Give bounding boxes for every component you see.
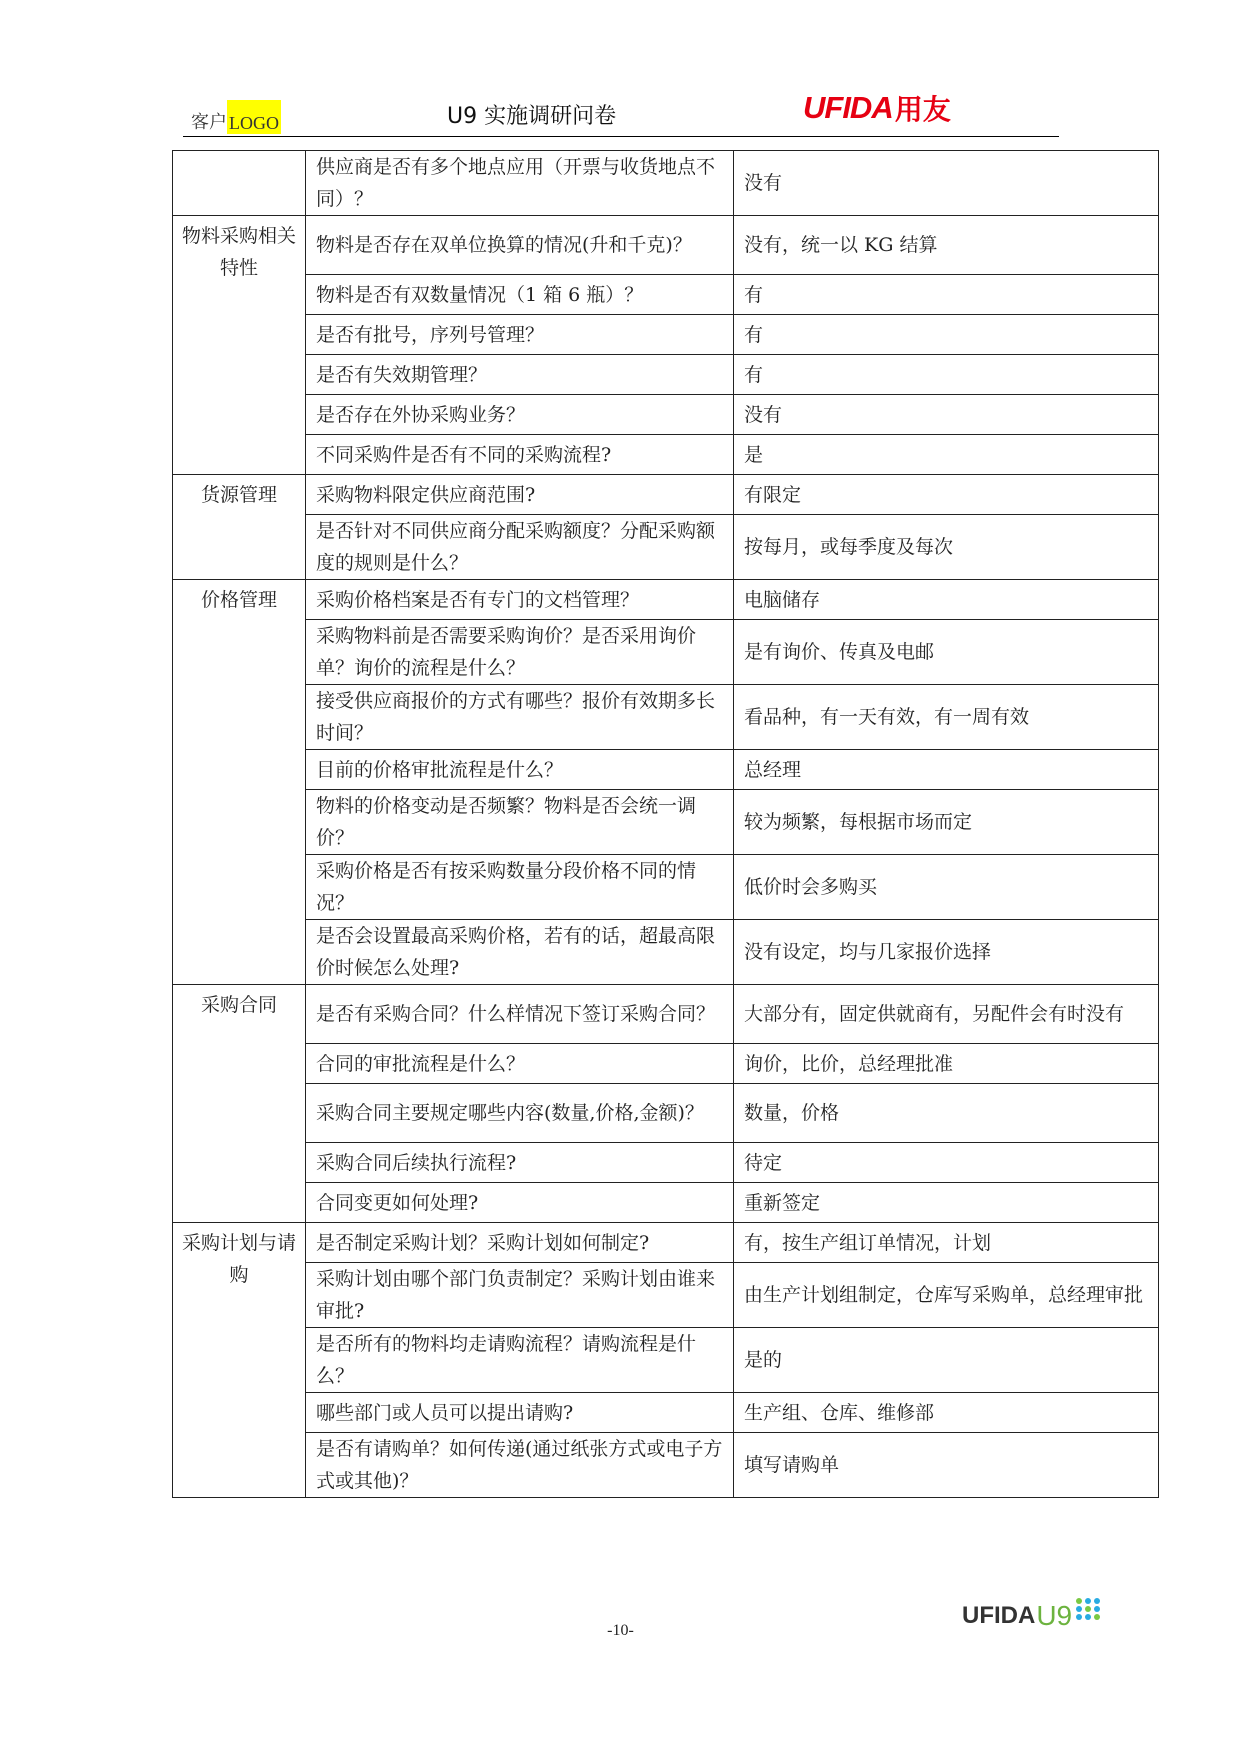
table-row [173, 1223, 1159, 1263]
question-cell: 是否有请购单？如何传递(通过纸张方式或电子方式或其他)？ [306, 1433, 734, 1498]
answer-cell: 总经理 [734, 750, 1159, 790]
answer-cell: 有，按生产组订单情况，计划 [734, 1223, 1159, 1263]
question-cell: 是否会设置最高采购价格，若有的话，超最高限价时候怎么处理? [306, 920, 734, 985]
question-cell: 物料是否存在双单位换算的情况(升和千克)？ [306, 216, 734, 275]
client-logo-text: LOGO [227, 100, 281, 134]
table-row [173, 475, 1159, 515]
table-row [173, 855, 1159, 920]
answer-cell: 是有询价、传真及电邮 [734, 620, 1159, 685]
answer-cell: 有限定 [734, 475, 1159, 515]
question-cell: 供应商是否有多个地点应用（开票与收货地点不同）？ [306, 151, 734, 216]
table-row [173, 151, 1159, 216]
client-logo-placeholder [191, 100, 281, 134]
table-row [173, 985, 1159, 1044]
table-row [173, 1143, 1159, 1183]
question-cell: 是否所有的物料均走请购流程？请购流程是什么？ [306, 1328, 734, 1393]
table-row [173, 1433, 1159, 1498]
answer-cell: 数量，价格 [734, 1084, 1159, 1143]
answer-cell: 按每月，或每季度及每次 [734, 515, 1159, 580]
question-cell: 合同变更如何处理? [306, 1183, 734, 1223]
question-cell: 哪些部门或人员可以提出请购? [306, 1393, 734, 1433]
table-row [173, 355, 1159, 395]
question-cell: 物料是否有双数量情况（1 箱 6 瓶）？ [306, 275, 734, 315]
answer-cell: 重新签定 [734, 1183, 1159, 1223]
question-cell: 是否有采购合同？什么样情况下签订采购合同？ [306, 985, 734, 1044]
question-cell: 采购物料限定供应商范围? [306, 475, 734, 515]
category-cell [173, 151, 306, 216]
question-cell: 物料的价格变动是否频繁？物料是否会统一调价？ [306, 790, 734, 855]
answer-cell: 生产组、仓库、维修部 [734, 1393, 1159, 1433]
question-cell: 是否针对不同供应商分配采购额度？分配采购额度的规则是什么？ [306, 515, 734, 580]
answer-cell: 看品种，有一天有效，有一周有效 [734, 685, 1159, 750]
question-cell: 合同的审批流程是什么？ [306, 1044, 734, 1084]
answer-cell: 大部分有，固定供就商有，另配件会有时没有 [734, 985, 1159, 1044]
question-cell: 是否有失效期管理？ [306, 355, 734, 395]
document-title: U9 实施调研问卷 [447, 104, 617, 129]
dots-icon [1076, 1598, 1101, 1620]
table-row [173, 620, 1159, 685]
footer-logo-u9: U9 [1036, 1600, 1073, 1631]
ufida-brand-logo [803, 90, 951, 126]
answer-cell: 没有，统一以 KG 结算 [734, 216, 1159, 275]
answer-cell: 电脑储存 [734, 580, 1159, 620]
page-number: -10- [607, 1622, 634, 1639]
brand-cn: 用友 [894, 93, 951, 126]
question-cell: 不同采购件是否有不同的采购流程? [306, 435, 734, 475]
answer-cell: 有 [734, 355, 1159, 395]
category-cell: 物料采购相关特性 [173, 216, 306, 475]
answer-cell: 是 [734, 435, 1159, 475]
question-cell: 采购价格档案是否有专门的文档管理？ [306, 580, 734, 620]
table-row [173, 216, 1159, 275]
table-row [173, 685, 1159, 750]
client-prefix: 客户 [191, 112, 227, 133]
answer-cell: 填写请购单 [734, 1433, 1159, 1498]
question-cell: 采购物料前是否需要采购询价？是否采用询价单？询价的流程是什么？ [306, 620, 734, 685]
table-row [173, 790, 1159, 855]
answer-cell: 低价时会多购买 [734, 855, 1159, 920]
footer-logo-latin: UFIDA [962, 1602, 1036, 1629]
table-row [173, 1393, 1159, 1433]
category-cell: 采购合同 [173, 985, 306, 1223]
answer-cell: 没有 [734, 151, 1159, 216]
survey-table [172, 150, 1159, 1498]
question-cell: 采购合同后续执行流程? [306, 1143, 734, 1183]
answer-cell: 没有设定，均与几家报价选择 [734, 920, 1159, 985]
category-cell: 货源管理 [173, 475, 306, 580]
answer-cell: 有 [734, 275, 1159, 315]
table-row [173, 515, 1159, 580]
table-row [173, 750, 1159, 790]
category-cell: 采购计划与请购 [173, 1223, 306, 1498]
question-cell: 采购价格是否有按采购数量分段价格不同的情况？ [306, 855, 734, 920]
survey-table-body [173, 151, 1159, 1498]
brand-latin: UFIDA [803, 90, 893, 125]
table-row [173, 1084, 1159, 1143]
table-row [173, 315, 1159, 355]
table-row [173, 1044, 1159, 1084]
answer-cell: 由生产计划组制定，仓库写采购单，总经理审批 [734, 1263, 1159, 1328]
table-row [173, 920, 1159, 985]
question-cell: 目前的价格审批流程是什么？ [306, 750, 734, 790]
table-row [173, 275, 1159, 315]
answer-cell: 较为频繁，每根据市场而定 [734, 790, 1159, 855]
category-cell: 价格管理 [173, 580, 306, 985]
answer-cell: 待定 [734, 1143, 1159, 1183]
table-row [173, 435, 1159, 475]
question-cell: 接受供应商报价的方式有哪些？报价有效期多长时间？ [306, 685, 734, 750]
page-header [183, 88, 1059, 137]
table-row [173, 1183, 1159, 1223]
answer-cell: 没有 [734, 395, 1159, 435]
answer-cell: 是的 [734, 1328, 1159, 1393]
question-cell: 是否有批号，序列号管理？ [306, 315, 734, 355]
answer-cell: 询价，比价，总经理批准 [734, 1044, 1159, 1084]
table-row [173, 1263, 1159, 1328]
question-cell: 是否制定采购计划？采购计划如何制定? [306, 1223, 734, 1263]
table-row [173, 1328, 1159, 1393]
question-cell: 采购合同主要规定哪些内容(数量,价格,金额)？ [306, 1084, 734, 1143]
table-row [173, 395, 1159, 435]
ufida-u9-footer-logo [962, 1600, 1101, 1632]
question-cell: 采购计划由哪个部门负责制定？采购计划由谁来审批? [306, 1263, 734, 1328]
table-row [173, 580, 1159, 620]
answer-cell: 有 [734, 315, 1159, 355]
question-cell: 是否存在外协采购业务？ [306, 395, 734, 435]
